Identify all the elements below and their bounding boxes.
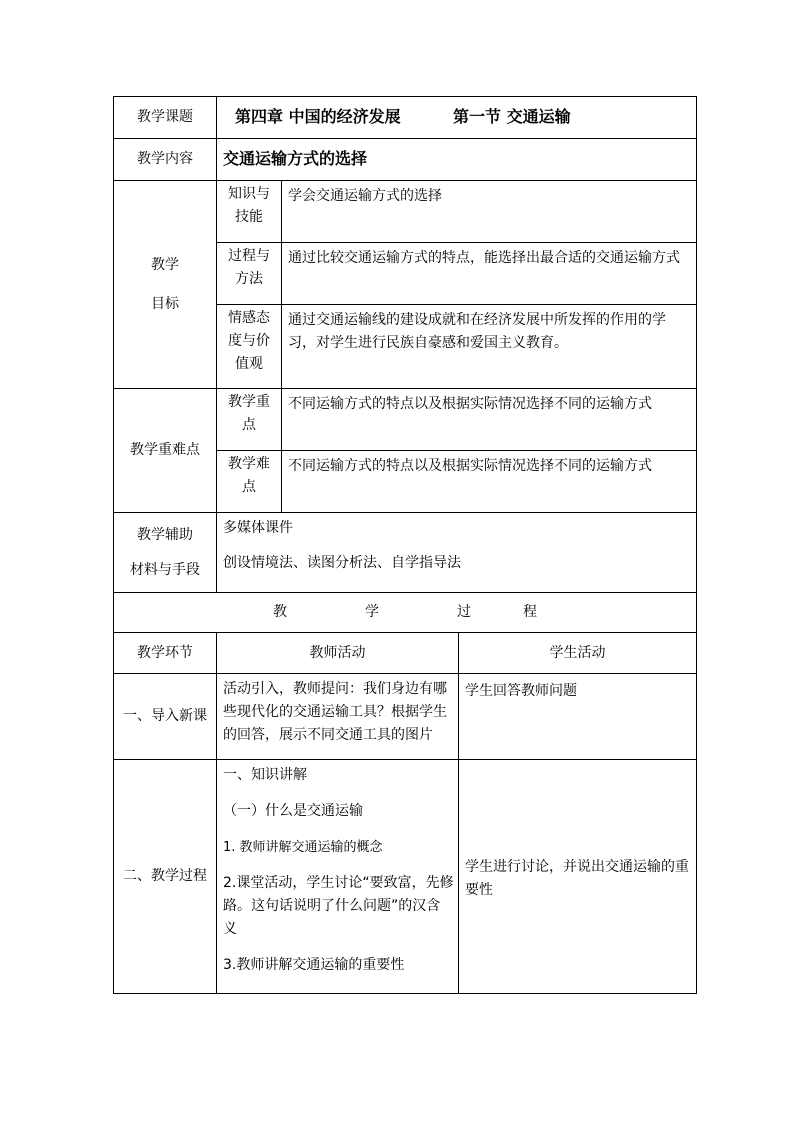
chapter-title: 第四章 中国的经济发展 — [235, 107, 401, 126]
teacher-activity — [217, 760, 459, 994]
difficult-point-text: 不同运输方式的特点以及根据实际情况选择不同的运输方式 — [282, 451, 697, 513]
table-row — [114, 674, 697, 760]
aids-label-line2: 材料与手段 — [130, 561, 200, 578]
lesson-plan-table — [113, 96, 697, 994]
teacher-activity: 活动引入，教师提问：我们身边有哪些现代化的交通运输工具？根据学生的回答，展示不同交通工具的图片 — [217, 674, 459, 760]
goal-knowledge-text: 学会交通运输方式的选择 — [282, 181, 697, 243]
course-title-cell — [217, 97, 697, 139]
process-header: 教 学 过 程 — [114, 593, 697, 633]
aids-line2: 创设情境法、读图分析法、自学指导法 — [223, 555, 461, 571]
list-item: 3.教师讲解交通运输的重要性 — [223, 957, 405, 973]
goal-knowledge-label: 知识与 技能 — [217, 181, 282, 243]
goals-label-line1: 教学 — [151, 256, 179, 273]
aids-label-line1: 教学辅助 — [137, 526, 193, 543]
column-stage: 教学环节 — [114, 633, 217, 674]
student-activity: 学生进行讨论，并说出交通运输的重要性 — [459, 760, 697, 994]
goal-process-label: 过程与 方法 — [217, 243, 282, 305]
list-item: 1. 教师讲解交通运输的概念 — [223, 840, 383, 855]
goal-process-text: 通过比较交通运输方式的特点，能选择出最合适的交通运输方式 — [282, 243, 697, 305]
difficult-point-label: 教学难 点 — [217, 451, 282, 513]
content-value — [217, 139, 697, 181]
student-activity: 学生回答教师问题 — [459, 674, 697, 760]
stage-name: 一、导入新课 — [114, 674, 217, 760]
content-label: 教学内容 — [114, 139, 217, 181]
stage-name: 二、教学过程 — [114, 760, 217, 994]
goals-label — [114, 181, 217, 389]
aids-content — [217, 513, 697, 593]
course-title-label: 教学课题 — [114, 97, 217, 139]
list-item: （一）什么是交通运输 — [223, 803, 363, 819]
goals-label-line2: 目标 — [151, 295, 179, 312]
goal-emotion-text: 通过交通运输线的建设成就和在经济发展中所发挥的作用的学习，对学生进行民族自豪感和爱国主义教育。 — [282, 305, 697, 389]
list-item: 一、知识讲解 — [223, 767, 307, 783]
key-point-text: 不同运输方式的特点以及根据实际情况选择不同的运输方式 — [282, 389, 697, 451]
aids-line1: 多媒体课件 — [223, 520, 293, 536]
list-item: 2.课堂活动，学生讨论“要致富，先修路。这句话说明了什么问题”的汉含义 — [223, 875, 454, 937]
table-row — [114, 760, 697, 994]
column-teacher: 教师活动 — [217, 633, 459, 674]
key-point-label: 教学重 点 — [217, 389, 282, 451]
goal-emotion-label: 情感态 度与价 值观 — [217, 305, 282, 389]
section-title: 第一节 交通运输 — [453, 107, 571, 126]
key-points-label: 教学重难点 — [114, 389, 217, 513]
content-text: 交通运输方式的选择 — [223, 149, 368, 168]
aids-label — [114, 513, 217, 593]
column-student: 学生活动 — [459, 633, 697, 674]
